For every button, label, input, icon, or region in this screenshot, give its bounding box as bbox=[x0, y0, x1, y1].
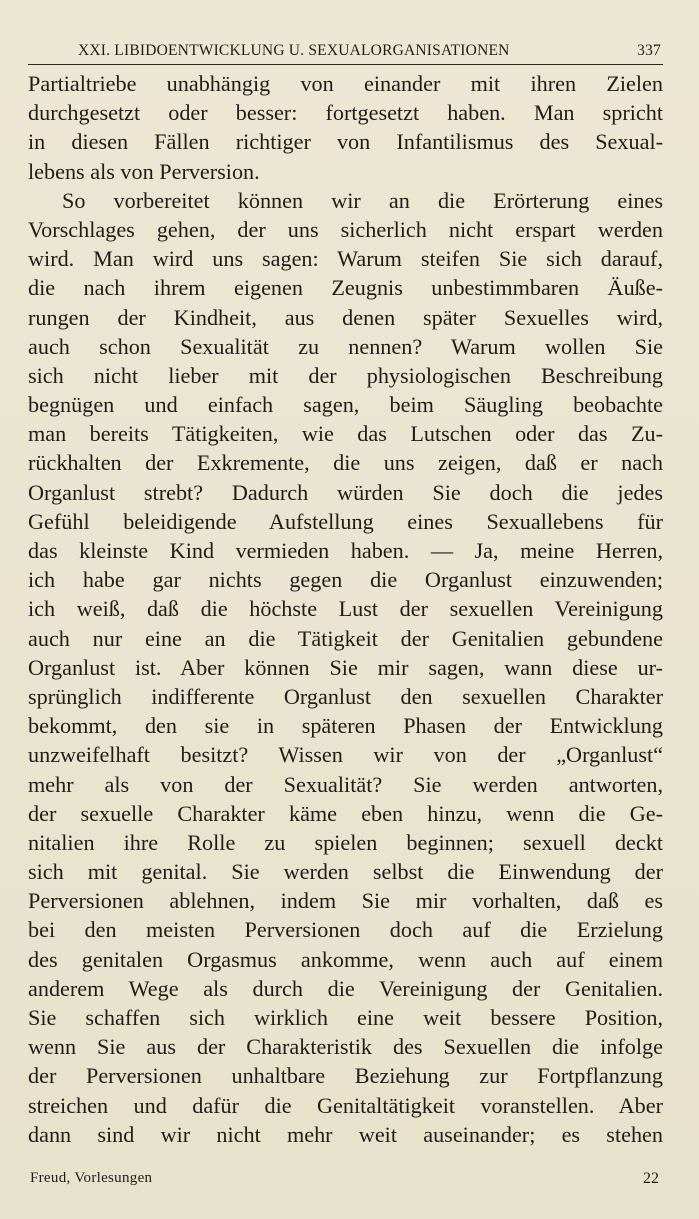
text-line: ich weiß, daß die höchste Lust der sexuellen Vereinigung bbox=[28, 596, 663, 622]
text-line: auch nur eine an die Tätigkeit der Genitalien gebundene bbox=[28, 625, 663, 651]
text-line: anderem Wege als durch die Vereinigung der Genitalien. bbox=[28, 975, 663, 1001]
text-line: Organlust ist. Aber können Sie mir sagen, wann diese ur- bbox=[28, 654, 663, 680]
text-line: des genitalen Orgasmus ankomme, wenn auch auf einem bbox=[28, 946, 663, 972]
text-line: bekommt, den sie in späteren Phasen der Entwicklung bbox=[28, 713, 663, 739]
text-line: rungen der Kindheit, aus denen später Sexuelles wird, bbox=[28, 304, 663, 330]
text-line: man bereits Tätigkeiten, wie das Lutschen oder das Zu- bbox=[28, 421, 663, 447]
text-line: sich nicht lieber mit der physiologischen Beschreibung bbox=[28, 362, 663, 388]
text-line: Partialtriebe unabhängig von einander mit ihren Zielen bbox=[28, 71, 663, 96]
sheet-number: 22 bbox=[643, 1170, 659, 1187]
text-line: das kleinste Kind vermieden haben. — Ja, meine Herren, bbox=[28, 538, 663, 563]
text-line: wird. Man wird uns sagen: Warum steifen Sie sich darauf, bbox=[28, 246, 663, 272]
text-line: So vorbereitet können wir an die Erörterung eines bbox=[62, 187, 663, 213]
text-line: die nach ihrem eigenen Zeugnis unbestimmbaren Äuße- bbox=[28, 275, 663, 301]
running-head bbox=[28, 38, 663, 65]
text-line: der sexuelle Charakter käme eben hinzu, wenn die Ge- bbox=[28, 800, 663, 826]
text-line: nitalien ihre Rolle zu spielen beginnen; sexuell deckt bbox=[28, 829, 663, 855]
signature-mark: Freud, Vorlesungen bbox=[30, 1170, 153, 1186]
text-line: mehr als von der Sexualität? Sie werden antworten, bbox=[28, 771, 663, 797]
body-text bbox=[28, 69, 663, 1149]
text-line: wenn Sie aus der Charakteristik des Sexuellen die infolge bbox=[28, 1034, 663, 1060]
text-line: streichen und dafür die Genitaltätigkeit voranstellen. Aber bbox=[28, 1092, 663, 1118]
text-line: Gefühl beleidigende Aufstellung eines Sexuallebens für bbox=[28, 508, 663, 534]
text-line: unzweifelhaft besitzt? Wissen wir von der „Organlust“ bbox=[28, 742, 663, 768]
text-line: sprünglich indifferente Organlust den sexuellen Charakter bbox=[28, 683, 663, 709]
text-line: bei den meisten Perversionen doch auf die Erzielung bbox=[28, 917, 663, 943]
text-line: durchgesetzt oder besser: fortgesetzt haben. Man spricht bbox=[28, 100, 663, 126]
text-line: der Perversionen unhaltbare Beziehung zur Fortpflanzung bbox=[28, 1063, 663, 1089]
text-line: ich habe gar nichts gegen die Organlust einzuwenden; bbox=[28, 567, 663, 593]
page-footer bbox=[30, 1170, 663, 1192]
text-line: Perversionen ablehnen, indem Sie mir vorhalten, daß es bbox=[28, 888, 663, 914]
text-line: auch schon Sexualität zu nennen? Warum wollen Sie bbox=[28, 333, 663, 359]
text-line: sich mit genital. Sie werden selbst die Einwendung der bbox=[28, 859, 663, 885]
text-line: dann sind wir nicht mehr weit auseinander; es stehen bbox=[28, 1121, 663, 1147]
text-line: rückhalten der Exkremente, die uns zeigen, daß er nach bbox=[28, 450, 663, 476]
text-line: lebens als von Perversion. bbox=[28, 158, 260, 184]
text-line: Vorschlages gehen, der uns sicherlich nicht erspart werden bbox=[28, 216, 663, 242]
text-line: Organlust strebt? Dadurch würden Sie doch die jedes bbox=[28, 479, 663, 505]
text-line: begnügen und einfach sagen, beim Säugling beobachte bbox=[28, 392, 663, 418]
page-number: 337 bbox=[637, 42, 661, 59]
chapter-title: XXI. LIBIDOENTWICKLUNG U. SEXUALORGANISATIONEN bbox=[78, 42, 510, 59]
text-line: in diesen Fällen richtiger von Infantilismus des Sexual- bbox=[28, 129, 663, 155]
text-line: Sie schaffen sich wirklich eine weit bessere Position, bbox=[28, 1005, 663, 1030]
